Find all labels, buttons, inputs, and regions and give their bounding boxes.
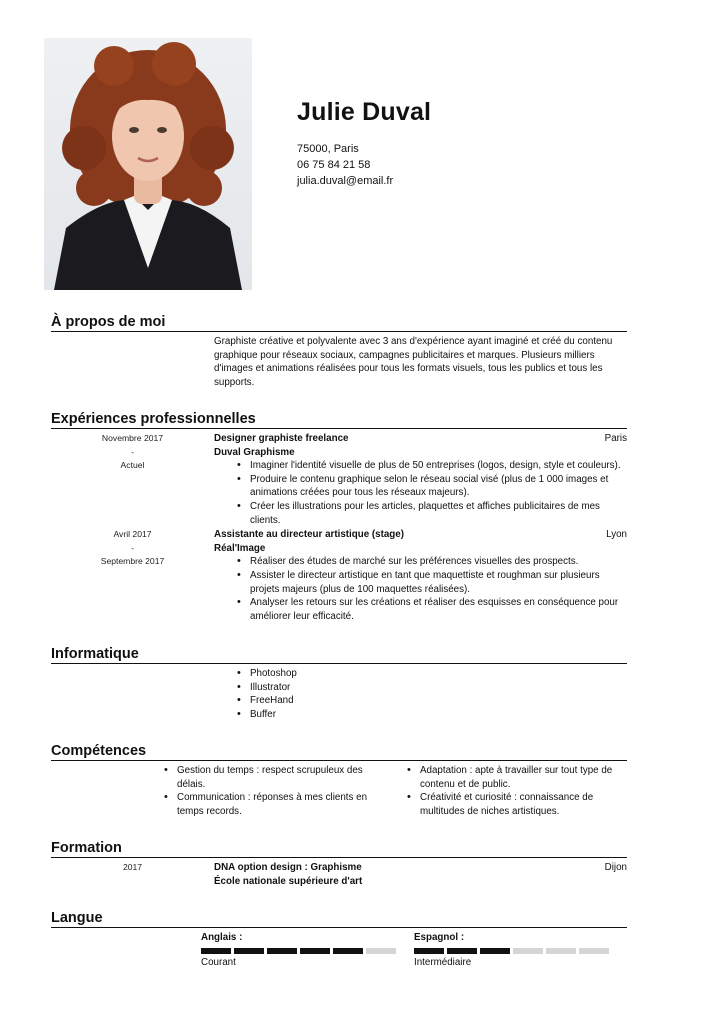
level-segment (333, 948, 363, 954)
candidate-name: Julie Duval (297, 98, 432, 126)
language-level-label: Courant (201, 956, 236, 968)
job-location: Lyon (606, 529, 627, 541)
languages-title: Langue (51, 910, 627, 928)
level-segment (579, 948, 609, 954)
level-segment (414, 948, 444, 954)
phone: 06 75 84 21 58 (297, 159, 371, 171)
date-separator: - (131, 446, 134, 457)
list-item: • Analyser les retours sur les créations et réaliser des esquisses en conséquence pour améliorer leur efficacité. (250, 596, 627, 623)
header (297, 98, 431, 189)
skills-title: Compétences (51, 743, 627, 761)
date-end: Septembre 2017 (100, 556, 165, 567)
language-name: Espagnol : (414, 932, 465, 943)
language-level-label: Intermédiaire (414, 956, 472, 968)
language-level-bar (201, 948, 414, 954)
job-title: Designer graphiste freelance (214, 433, 349, 444)
level-segment (234, 948, 264, 954)
level-segment (546, 948, 576, 954)
experience-item (51, 432, 627, 527)
language-item (414, 931, 627, 969)
degree: DNA option design : Graphisme (214, 862, 362, 873)
list-item: • Réaliser des études de marché sur les préférences visuelles des prospects. (250, 555, 627, 569)
date-end: Actuel (120, 460, 145, 471)
school: École nationale supérieure d'art (214, 875, 363, 887)
skills-section (51, 743, 627, 818)
list-item: • Créativité et curiosité : connaissance de multitudes de niches artistiques. (420, 791, 627, 818)
date-start: Avril 2017 (113, 529, 152, 540)
language-name: Anglais : (201, 932, 243, 943)
language-level-bar (414, 948, 627, 954)
list-item: • Gestion du temps : respect scrupuleux des délais. (177, 764, 384, 791)
address: 75000, Paris (297, 143, 359, 155)
it-title: Informatique (51, 646, 627, 664)
list-item: • Créer les illustrations pour les articles, plaquettes et affiches publicitaires de mes clients. (250, 500, 627, 527)
education-section (51, 840, 627, 888)
email: julia.duval@email.fr (297, 175, 394, 187)
experience-section (51, 411, 627, 623)
company: Duval Graphisme (214, 446, 295, 458)
experience-title: Expériences professionnelles (51, 411, 627, 429)
date-separator: - (131, 542, 134, 553)
list-item: • Produire le contenu graphique selon le réseau social visé (plus de 1 000 images et animations créées pour tous les réseaux majeurs). (250, 473, 627, 500)
list-item: • Assister le directeur artistique en tant que maquettiste et roughman sur plusieurs projets majeurs (plus de 100 maquettes réalisées). (250, 569, 627, 596)
level-segment (201, 948, 231, 954)
level-segment (300, 948, 330, 954)
job-location: Paris (604, 433, 627, 444)
about-text: Graphiste créative et polyvalente avec 3 ans d'expérience ayant imaginé et créé du contenu graphique pour réseaux sociaux, campagnes publicitaires et marques. Plusieurs milliers d'images et animations réalisées pour tous les formats visuels, tous les publics et tous les supports. (214, 336, 613, 388)
company: Réal'Image (214, 542, 266, 554)
list-item: • Communication : réponses à mes clients en temps records. (177, 791, 384, 818)
language-item (201, 931, 414, 969)
level-segment (513, 948, 543, 954)
contact-info (297, 141, 431, 189)
list-item: • Photoshop (250, 667, 627, 681)
list-item: • FreeHand (250, 694, 627, 708)
education-location: Dijon (604, 862, 627, 873)
job-title: Assistante au directeur artistique (stage) (214, 529, 405, 541)
about-title: À propos de moi (51, 314, 627, 332)
about-section (51, 314, 627, 389)
it-section (51, 646, 627, 721)
level-segment (267, 948, 297, 954)
experience-item (51, 528, 627, 623)
education-year: 2017 (122, 862, 143, 872)
level-segment (480, 948, 510, 954)
education-title: Formation (51, 840, 627, 858)
list-item: • Imaginer l'identité visuelle de plus de 50 entreprises (logos, design, style et couleurs). (250, 459, 627, 473)
list-item: • Adaptation : apte à travailler sur tout type de contenu et de public. (420, 764, 627, 791)
languages-section (51, 910, 627, 969)
list-item: • Illustrator (250, 681, 627, 695)
level-segment (447, 948, 477, 954)
date-start: Novembre 2017 (101, 433, 164, 443)
profile-photo (44, 38, 252, 290)
list-item: • Buffer (250, 708, 627, 722)
level-segment (366, 948, 396, 954)
